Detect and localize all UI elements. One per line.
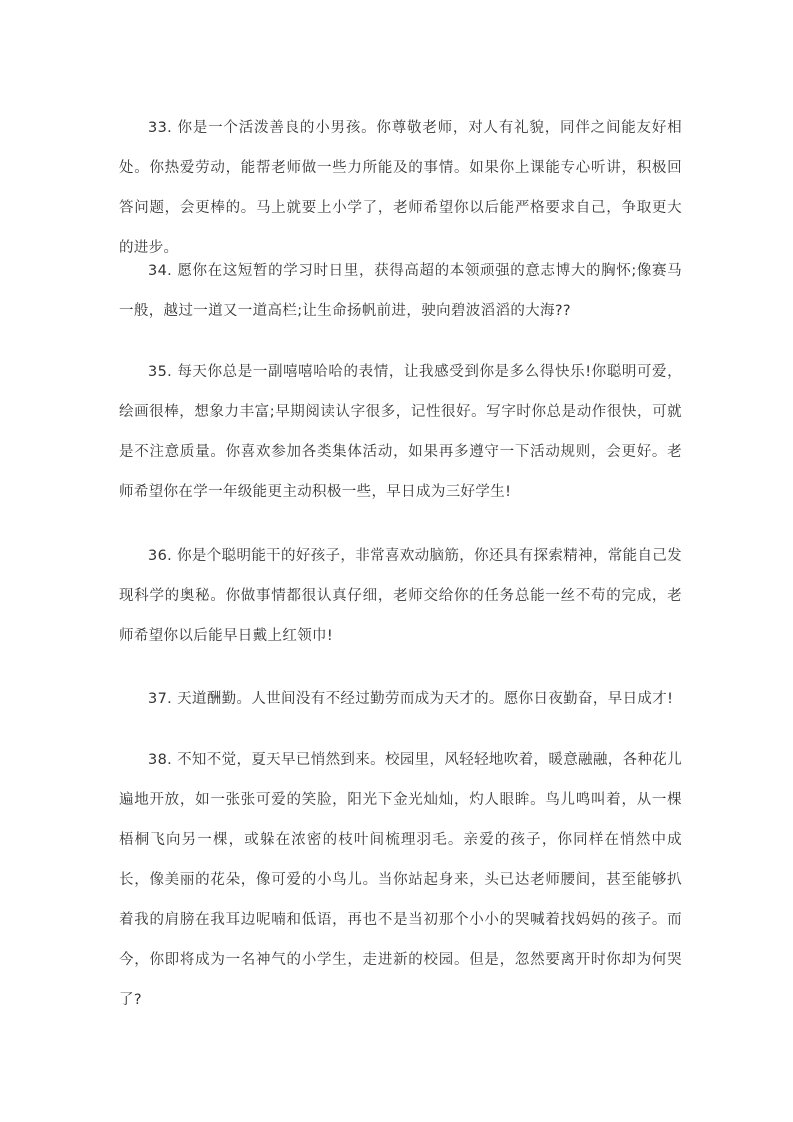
comment-paragraph-36: 36. 你是个聪明能干的好孩子，非常喜欢动脑筋，你还具有探索精神，常能自己发现科学的奥秘。你做事情都很认真仔细，老师交给你的任务总能一丝不苟的完成，老师希望你以后能早日戴上红领巾! xyxy=(119,548,682,644)
comment-paragraph-37: 37. 天道酬勤。人世间没有不经过勤劳而成为天才的。愿你日夜勤奋，早日成才! xyxy=(148,691,674,707)
comment-paragraph-33: 33. 你是一个活泼善良的小男孩。你尊敬老师，对人有礼貌，同伴之间能友好相处。你热爱劳动，能帮老师做一些力所能及的事情。如果你上课能专心听讲，积极回答问题，会更棒的。马上就要上小学了，老师希望你以后能严格要求自己，争取更大的进步。 xyxy=(119,120,682,256)
comment-paragraph-38: 38. 不知不觉，夏天早已悄然到来。校园里，风轻轻地吹着，暖意融融，各种花儿遍地开放，如一张张可爱的笑脸，阳光下金光灿灿，灼人眼眸。鸟儿鸣叫着，从一棵梧桐飞向另一棵，或躲在浓密的枝叶间梳理羽毛。亲爱的孩子，你同样在悄然中成长，像美丽的花朵，像可爱的小鸟儿。当你站起身来，头已达老师腰间，甚至能够扒着我的肩膀在我耳边呢喃和低语，再也不是当初那个小小的哭喊着找妈妈的孩子。而今，你即将成为一名神气的小学生，走进新的校园。但是，忽然要离开时你却为何哭了? xyxy=(119,752,682,1008)
comment-paragraph-35: 35. 每天你总是一副嘻嘻哈哈的表情，让我感受到你是多么得快乐!你聪明可爱，绘画很棒，想象力丰富;早期阅读认字很多，记性很好。写字时你总是动作很快，可就是不注意质量。你喜欢参加各类集体活动，如果再多遵守一下活动规则，会更好。老师希望你在学一年级能更主动积极一些，早日成为三好学生! xyxy=(119,364,682,500)
comment-paragraph-34: 34. 愿你在这短暂的学习时日里，获得高超的本领顽强的意志博大的胸怀;像赛马一般，越过一道又一道高栏;让生命扬帆前进，驶向碧波滔滔的大海?? xyxy=(119,263,682,319)
